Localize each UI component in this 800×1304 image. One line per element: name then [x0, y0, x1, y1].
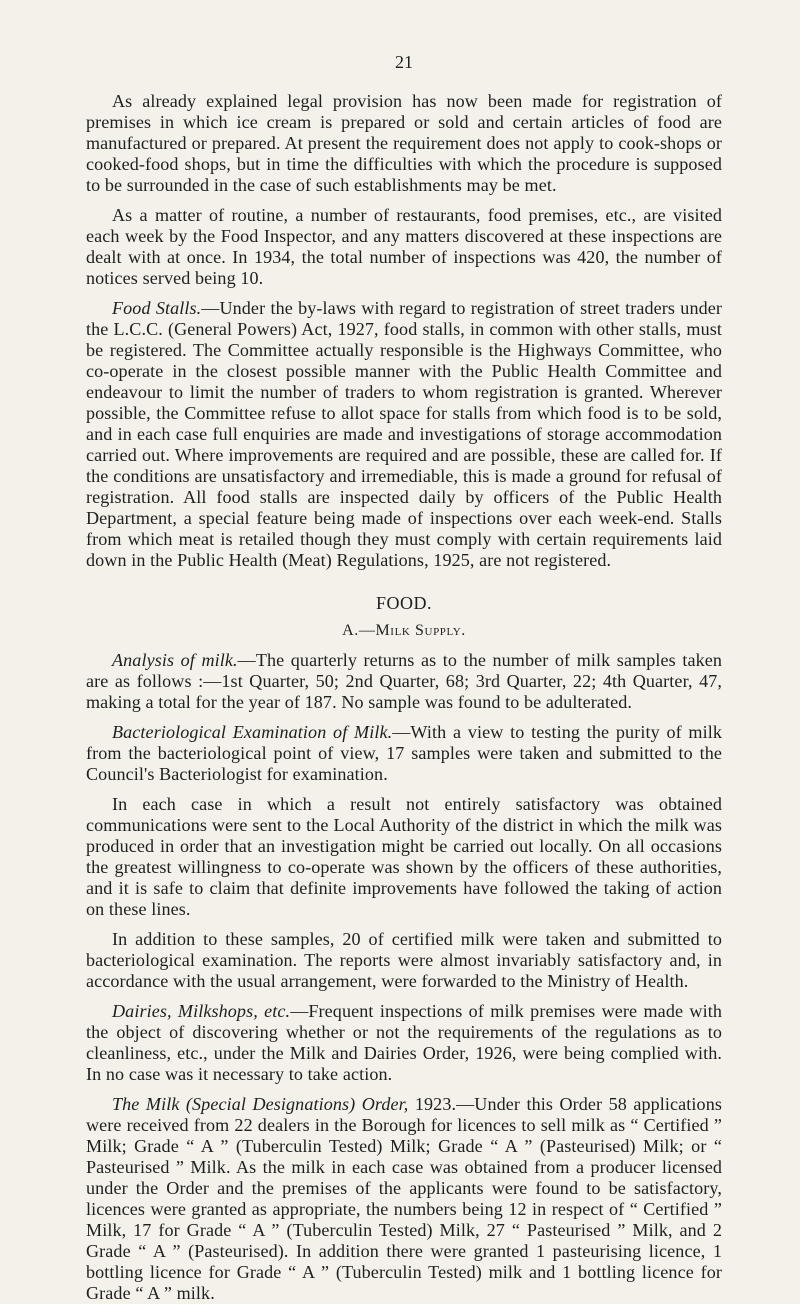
- food-stalls-lead: Food Stalls.: [112, 298, 202, 318]
- analysis-of-milk-body: —The quarterly returns as to the number of milk samples taken are as follows :—1st Quarter, 50; 2nd Quarter, 68; 3rd Quarter, 22; 4th Quarter, 47, making a total for the year of 187. No sample was found to be adulterated.: [86, 650, 723, 712]
- page-number: 21: [395, 52, 413, 72]
- paragraph-routine-inspections: As a matter of routine, a number of restaurants, food premises, etc., are visited each week by the Food Inspector, and any matters discovered at these inspections are dealt with at once. In 1934, the total number of inspections was 420, the number of notices served being 10.: [86, 205, 722, 288]
- bacteriological-examination-lead: Bacteriological Examination of Milk.: [112, 722, 393, 742]
- dairies-milkshops-body: —Frequent inspections of milk premises were made with the object of discovering whether or not the requirements of the regulations as to cleanliness, etc., under the Milk and Dairies Order, 1926, were being complied with. In no case was it necessary to take action.: [86, 1001, 722, 1084]
- special-designations-lead: The Milk (Special Designations) Order,: [112, 1094, 409, 1114]
- paragraph-dairies-milkshops: [86, 1001, 722, 1085]
- dairies-milkshops-lead: Dairies, Milkshops, etc.: [112, 1001, 291, 1021]
- analysis-of-milk-lead: Analysis of milk.: [112, 650, 238, 670]
- paragraph-food-stalls: [86, 298, 722, 571]
- paragraph-registration-provision: As already explained legal provision has now been made for registration of premises in which ice cream is prepared or sold and certain articles of food are manufactured or prepared. At present the requirement does not apply to cook-shops or cooked-food shops, but in time the difficulties with which the procedure is supposed to be surrounded in the case of such establishments may be met.: [86, 91, 722, 195]
- paragraph-bacteriological-examination: [86, 722, 722, 785]
- food-stalls-body: —Under the by-laws with regard to registration of street traders under the L.C.C. (General Powers) Act, 1927, food stalls, in common with other stalls, must be registered. The Committee actually responsible is the Highways Committee, who co-operate in the closest possible manner with the Public Health Committee and endeavour to limit the number of traders to whom registration is granted. Wherever possible, the Committee refuse to allot space for stalls from which food is to be sold, and in each case full enquiries are made and investigations of storage accommodation carried out. Where improvements are required and are possible, these are called for. If the conditions are unsatisfactory and irremediable, this is made a ground for refusal of registration. All food stalls are inspected daily by officers of the Public Health Department, a special feature being made of inspections over each week-end. Stalls from which meat is retailed though they must comply with certain requirements laid down in the Public Health (Meat) Regulations, 1925, are not registered.: [86, 298, 722, 570]
- paragraph-special-designations-order: [86, 1094, 722, 1304]
- paragraph-analysis-of-milk: [86, 650, 722, 713]
- section-heading-food: FOOD.: [375, 593, 432, 613]
- paragraph-local-authority-communications: In each case in which a result not entirely satisfactory was obtained communications were sent to the Local Authority of the district in which the milk was produced in order that an investigation might be carried out locally. On all occasions the greatest willingness to co-operate was shown by the officers of these authorities, and it is safe to claim that definite improvements have followed the taking of action on these lines.: [86, 794, 722, 919]
- bacteriological-examination-body: —With a view to testing the purity of milk from the bacteriological point of view, 17 samples were taken and submitted to the Council's Bacteriologist for examination.: [86, 722, 723, 784]
- special-designations-body: 1923.—Under this Order 58 applications were received from 22 dealers in the Borough for licences to sell milk as “ Certified ” Milk; Grade “ A ” (Tuberculin Tested) Milk; Grade “ A ” (Pasteurised) Milk; or “ Pasteurised ” Milk. As the milk in each case was obtained from a producer licensed under the Order and the premises of the applicants were found to be satisfactory, licences were granted as appropriate, the numbers being 12 in respect of “ Certified ” Milk, 17 for Grade “ A ” (Tuberculin Tested) Milk, 27 “ Pasteurised ” Milk, and 2 Grade “ A ” (Pasteurised). In addition there were granted 1 pasteurising licence, 1 bottling licence for Grade “ A ” (Tuberculin Tested) milk and 1 bottling licence for Grade “ A ” milk.: [86, 1094, 722, 1303]
- subsection-heading-milk-supply: A.—Milk Supply.: [342, 622, 466, 639]
- paragraph-certified-milk-samples: In addition to these samples, 20 of certified milk were taken and submitted to bacteriological examination. The reports were almost invariably satisfactory and, in accordance with the usual arrangement, were forwarded to the Ministry of Health.: [86, 929, 722, 991]
